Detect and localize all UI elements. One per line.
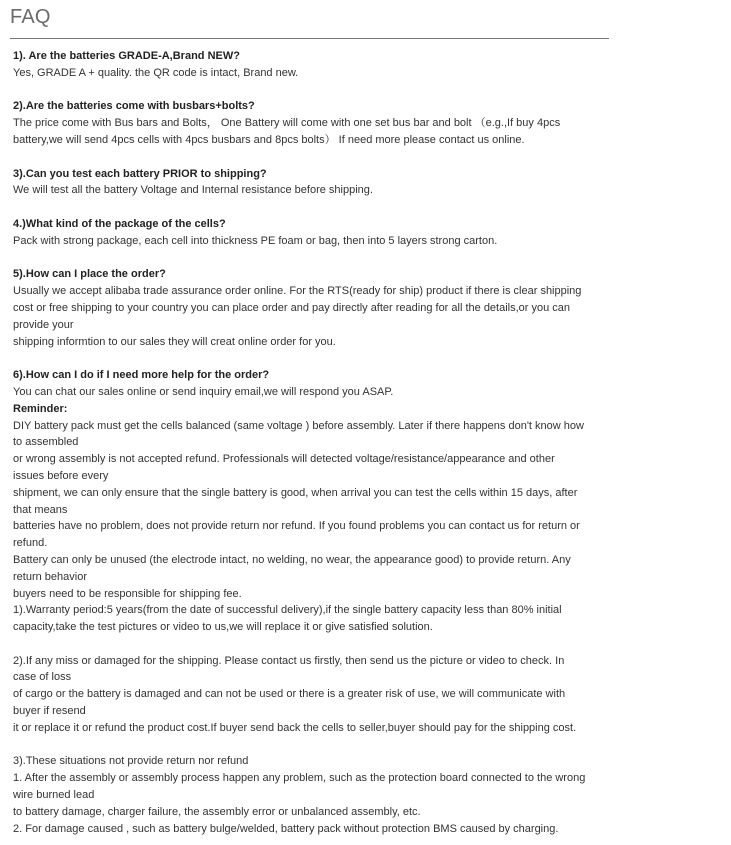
reminder-line: that means (13, 503, 68, 516)
reminder-line: capacity,take the test pictures or video to us,we will replace it or give satisfied solution. (13, 621, 433, 634)
reminder-line: buyers need to be responsible for shipping fee. (13, 587, 242, 600)
policy-line: to battery damage, charger failure, the assembly error or unbalanced assembly, etc. (13, 805, 421, 818)
policy-line: wire burned lead (13, 789, 95, 802)
section-spacer (13, 636, 608, 653)
reminder-line: DIY battery pack must get the cells balanced (same voltage ) before assembly. Later if there happens don't know how (13, 419, 584, 432)
policy-line: of cargo or the battery is damaged and can not be used or there is a greater risk of use, we will communicate with (13, 688, 566, 701)
policy-line: buyer if resend (13, 705, 86, 718)
reminder-line: or wrong assembly is not accepted refund. Professionals will detected voltage/resistance/appearance and other (13, 453, 555, 466)
section-spacer (13, 737, 608, 754)
policy-line: 2).If any miss or damaged for the shipping. Please contact us firstly, then send us the picture or video to check. In (13, 654, 565, 667)
policy-line: 3).These situations not provide return nor refund (13, 755, 249, 768)
faq-question: 5).How can I place the order? (13, 268, 166, 281)
faq-answer-line: We will test all the battery Voltage and Internal resistance before shipping. (13, 184, 373, 197)
faq-question: 1). Are the batteries GRADE-A,Brand NEW? (13, 50, 240, 62)
section-spacer (13, 82, 608, 99)
faq-question: 3).Can you test each battery PRIOR to shipping? (13, 167, 267, 180)
faq-answer-line: provide your (13, 318, 74, 331)
policy-line: case of loss (13, 671, 72, 684)
reminder-line: 1).Warranty period:5 years(from the date of successful delivery),if the single battery capacity less than 80% initial (13, 604, 562, 617)
section-spacer (13, 350, 608, 367)
faq-question: 4.)What kind of the package of the cells? (13, 217, 226, 230)
reminder-label: Reminder: (13, 402, 68, 415)
section-spacer (13, 149, 608, 166)
faq-question: 6).How can I do if I need more help for the order? (13, 369, 270, 382)
faq-answer-line: cost or free shipping to your country you can place order and pay directly after reading for all the details,or you can (13, 301, 571, 314)
faq-header (10, 4, 609, 39)
faq-answer-line: Pack with strong package, each cell into thickness PE foam or bag, then into 5 layers strong carton. (13, 234, 498, 247)
reminder-line: batteries have no problem, does not provide return nor refund. If you found problems you can contact us for return or (13, 520, 580, 533)
policy-line: 2. For damage caused , such as battery bulge/welded, battery pack without protection BMS caused by charging. (13, 822, 559, 835)
policy-line: 1. After the assembly or assembly process happen any problem, such as the protection board connected to the wrong (13, 772, 586, 785)
reminder-line: return behavior (13, 570, 87, 583)
faq-question: 2).Are the batteries come with busbars+bolts? (13, 100, 255, 113)
section-spacer (13, 250, 608, 267)
reminder-line: issues before every (13, 469, 109, 482)
faq-answer-line: shipping informtion to our sales they will creat online order for you. (13, 335, 336, 348)
section-spacer (13, 199, 608, 216)
reminder-line: to assembled (13, 436, 79, 449)
faq-answer-line: Usually we accept alibaba trade assurance order online. For the RTS(ready for ship) product if there is clear shipping (13, 285, 582, 298)
faq-answer-line: Yes, GRADE A + quality. the QR code is intact, Brand new. (13, 66, 299, 79)
reminder-line: shipment, we can only ensure that the single battery is good, when arrival you can test the cells within 15 days, after (13, 486, 578, 499)
reminder-line: refund. (13, 537, 48, 550)
faq-answer-line: battery,we will send 4pcs cells with 4pcs busbars and 8pcs bolts） If need more please contact us online. (13, 133, 525, 146)
faq-answer-line: The price come with Bus bars and Bolts， One Battery will come with one set bus bar and bolt （e.g.,If buy 4pcs (13, 117, 561, 130)
policy-line: it or replace it or refund the product cost.If buyer send back the cells to seller,buyer should pay for the shipping cost. (13, 721, 577, 734)
faq-content (13, 48, 608, 837)
page-title: FAQ (10, 6, 51, 28)
faq-answer-line: You can chat our sales online or send inquiry email,we will respond you ASAP. (13, 385, 394, 398)
reminder-line: Battery can only be unused (the electrode intact, no welding, no wear, the appearance good) to provide return. Any (13, 553, 571, 566)
